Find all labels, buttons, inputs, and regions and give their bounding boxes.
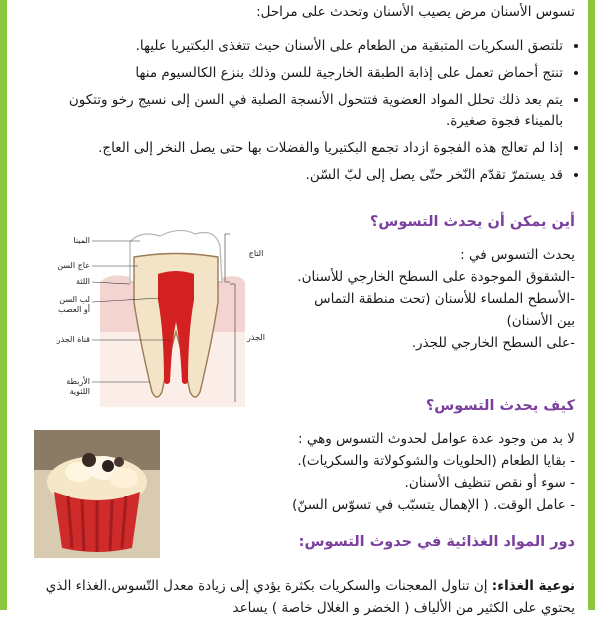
list-item: • تلتصق السكريات المتبقية من الطعام على الأسنان حيث تتغذى البكتيريا عليها.	[43, 36, 563, 57]
label-canal: قناة الجذر	[56, 335, 90, 344]
page-border-right	[588, 0, 595, 610]
label-crown: التاج	[248, 249, 264, 258]
cupcake-photo	[34, 430, 160, 558]
how-section	[225, 428, 575, 516]
label-pulp-2: أو العصب	[58, 305, 90, 314]
label-gum: اللثة	[75, 277, 90, 286]
intro-text: تسوس الأسنان مرض يصيب الأسنان وتحدث على مراحل:	[256, 4, 575, 20]
how-line: - عامل الوقت. ( الإهمال يتسبّب في تسوّس السنّ)	[292, 497, 575, 513]
where-line: -الشقوق الموجودة على السطح الخارجي للأسنان.	[297, 269, 575, 285]
nutrition-paragraph	[35, 575, 575, 619]
tooth-diagram	[30, 222, 270, 407]
label-pulp: لب السن	[59, 295, 90, 304]
list-item: • إذا لم تعالج هذه الفجوة ازداد تجمع البكتيريا والفضلات بها حتى يصل النخر إلى العاج.	[43, 138, 563, 159]
where-line: -على السطح الخارجي للجذر.	[411, 335, 575, 351]
cupcake-image	[34, 430, 160, 558]
where-intro: يحدث التسوس في :	[460, 247, 575, 263]
list-item: • قد يستمرّ تقدّم النّخر حتّى يصل إلى لبّ السّن.	[43, 165, 563, 186]
label-ligament-2: اللثوية	[69, 387, 90, 396]
list-item: • يتم بعد ذلك تحلل المواد العضوية فتتحول الأنسجة الصلبة في السن إلى نسيج رخو وتتكون بالميناء فجوة صغيرة.	[43, 90, 563, 132]
how-line: - سوء أو نقص تنظيف الأسنان.	[404, 475, 575, 491]
nutrition-label: نوعية الغذاء:	[491, 578, 575, 594]
how-heading: كيف يحدث التسوس؟	[425, 398, 575, 414]
where-heading: أين يمكن أن يحدث التسوس؟	[369, 214, 575, 230]
where-line: -الأسطح الملساء للأسنان (تحت منطقة التماس بين الأسنان)	[314, 291, 575, 329]
nutrition-heading: دور المواد الغذائية في حدوث التسوس:	[298, 534, 575, 550]
label-ligament: الأربطة	[66, 377, 90, 386]
page-border-left	[0, 0, 7, 610]
stages-list	[43, 36, 581, 192]
list-item: • تنتج أحماض تعمل على إذابة الطبقة الخارجية للسن وذلك بنزع الكالسيوم منها	[43, 63, 563, 84]
where-section	[295, 244, 575, 354]
nutrition-text: إن تناول المعجنات والسكريات بكثرة يؤدي إلى زيادة معدل التّسوس.الغذاء الذي يحتوي على الكثير من الألياف ( الخضر و الغلال خاصة ) يساعد	[45, 578, 575, 616]
label-dentin: عاج السن	[57, 261, 90, 270]
label-enamel: المينا	[73, 236, 90, 245]
label-root: الجذر	[247, 333, 265, 342]
how-line: - بقايا الطعام (الحلويات والشوكولاتة والسكريات).	[297, 453, 575, 469]
how-intro: لا بد من وجود عدة عوامل لحدوث التسوس وهي :	[298, 431, 575, 447]
